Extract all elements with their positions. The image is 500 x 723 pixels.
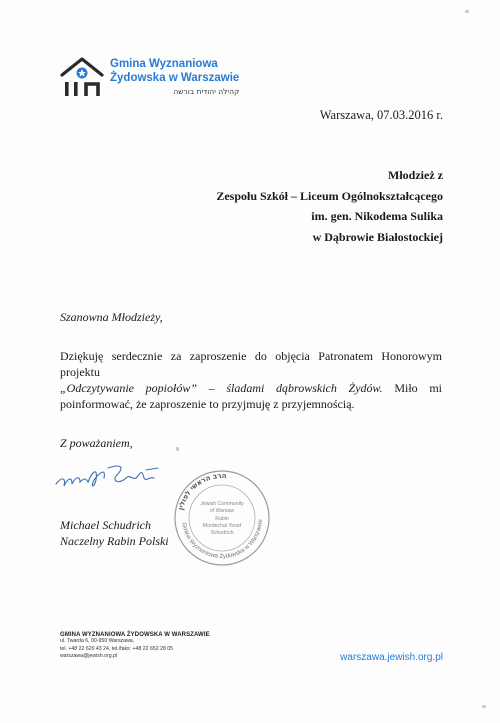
stamp-inner-line: Rabin [215, 516, 229, 522]
house-star-logo-icon [60, 55, 104, 99]
footer-org-name: GMINA WYZNANIOWA ŻYDOWSKA W WARSZAWIE [60, 632, 210, 638]
scan-speck [176, 447, 179, 451]
signer-name: Michael Schudrich [60, 518, 151, 532]
stamp-hebrew-text: הרב הראשי לפולין [176, 471, 227, 511]
handwritten-signature [50, 458, 170, 498]
logo-name-line-1: Gmina Wyznaniowa [110, 58, 218, 70]
body-line-2-rest: Miło mi [382, 381, 442, 395]
recipient-line: w Dąbrowie Białostockiej [312, 229, 443, 244]
stamp-outer-text: Gmina Wyznaniowa Żydowska w Warszawie [180, 519, 265, 561]
recipient-block [216, 165, 443, 247]
footer-address: ul. Twarda 6, 00-950 Warszawa, [60, 638, 135, 644]
salutation: Szanowna Młodzieży, [60, 310, 163, 324]
project-title: „Odczytywanie popiołów” – śladami dąbrowskich Żydów. [60, 381, 383, 395]
body-line-3: poinformować, że zaproszenie to przyjmuję z przyjemnością. [60, 397, 355, 411]
stamp-inner-line: Schudrich [210, 530, 234, 536]
organization-logo [60, 55, 260, 105]
official-stamp [172, 468, 272, 568]
stamp-inner-line: of Warsaw [209, 508, 235, 514]
stamp-inner-line: Jewish Community [200, 501, 244, 507]
signer-title: Naczelny Rabin Polski [60, 534, 169, 548]
recipient-line: im. gen. Nikodema Sulika [311, 209, 443, 223]
stamp-inner-line: Mordechai Yosef [202, 523, 242, 529]
footer-website-link[interactable]: warszawa.jewish.org.pl [340, 652, 443, 663]
body-line-2 [60, 380, 442, 396]
signer-block [60, 517, 169, 549]
footer-contact [60, 632, 210, 661]
scan-speck [482, 705, 486, 708]
letter-body [60, 348, 442, 412]
scan-speck [465, 10, 469, 13]
logo-name-line-2: Żydowska w Warszawie [110, 72, 240, 84]
letter-date: Warszawa, 07.03.2016 r. [319, 108, 443, 122]
closing-phrase: Z poważaniem, [60, 436, 133, 450]
footer-email: warszawa@jewish.org.pl [60, 653, 118, 659]
logo-hebrew-name: קהילה יהודית בורשה [173, 87, 240, 96]
body-line-1: Dziękuję serdecznie za zaproszenie do objęcia Patronatem Honorowym projektu [60, 349, 442, 379]
recipient-line: Młodzież z [388, 168, 443, 182]
footer-phone: tel. +48 22 620 43 24, tel./faks: +48 22 652 28 05 [60, 645, 174, 652]
recipient-line: Zespołu Szkół – Liceum Ogólnokształcącego [216, 188, 443, 203]
